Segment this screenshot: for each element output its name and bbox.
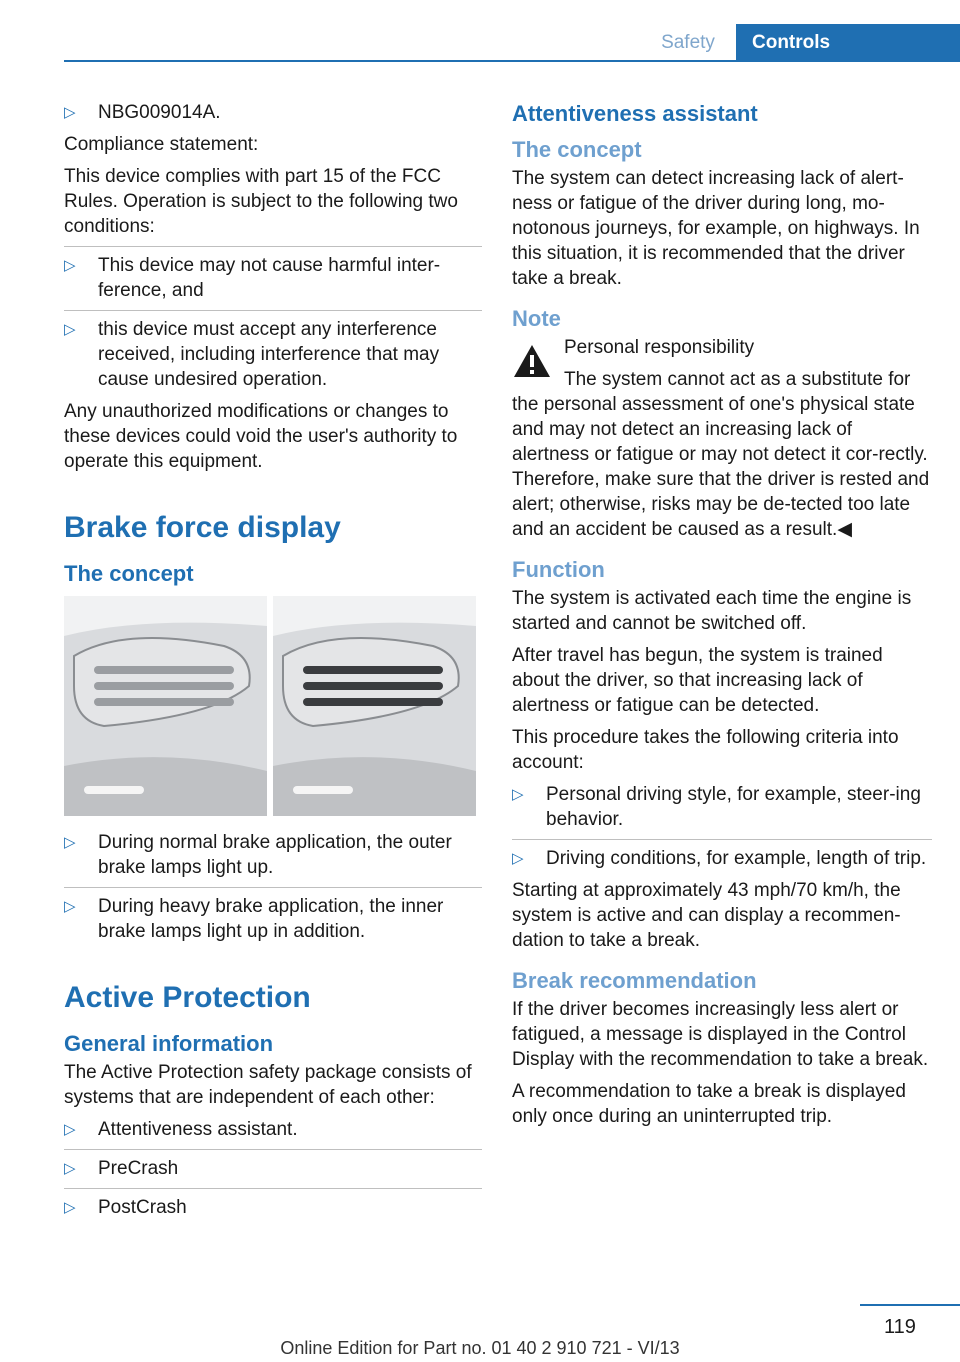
triangle-right-icon: ▷: [64, 257, 76, 274]
function-text-2: After travel has begun, the system is trained about the driver, so that increasing lack of alertness or fatigue can be detected.: [512, 645, 883, 716]
section-title-attentiveness: Attentiveness assistant: [512, 101, 758, 126]
break-text-1: If the driver becomes increasingly less alert or fatigued, a message is displayed in the Control Display with the recommendation to take a break.: [512, 999, 929, 1070]
section-title-active-protection: Active Protection: [64, 981, 311, 1014]
divider: [512, 839, 932, 840]
warning-text: The system cannot act as a substitute for the personal assessment of one's physical state and may not detect an increasing lack of alertness or fatigue or may not detect it cor‐rectly. Therefore, make sure that the driver is rested and alert; otherwise, risks may be de‐tected too late and an accident be caused as a result.◀: [512, 369, 930, 540]
warning-triangle-icon: [512, 343, 552, 379]
subheading-break-recommendation: Break recommendation: [512, 968, 757, 993]
general-text: The Active Protection safety package consists of systems that are independent of each other:: [64, 1062, 472, 1108]
list-item: ▷ PreCrash: [64, 1158, 179, 1179]
warning-note: [512, 335, 932, 542]
edition-footer: Online Edition for Part no. 01 40 2 910 721 - VI/13: [280, 1338, 680, 1358]
triangle-right-icon: ▷: [64, 1199, 76, 1216]
triangle-right-icon: ▷: [512, 786, 524, 803]
compliance-text: This device complies with part 15 of the FCC Rules. Operation is subject to the following two conditions:: [64, 166, 458, 237]
list-item: ▷ PostCrash: [64, 1197, 187, 1218]
brake-lamp-normal-photo: [64, 596, 267, 816]
list-item: ▷ NBG009014A.: [64, 102, 221, 123]
subheading-function: Function: [512, 557, 605, 582]
list-item: ▷ During normal brake application, the outer brake lamps light up.: [64, 832, 452, 878]
divider: [64, 1188, 482, 1189]
subheading-concept: The concept: [512, 137, 642, 162]
compliance-label: Compliance statement:: [64, 134, 259, 155]
brake-lamp-photos: [64, 596, 482, 816]
brake-lamp-heavy-photo: [273, 596, 476, 816]
list-item: ▷ Personal driving style, for example, steer‐ing behavior.: [512, 784, 921, 830]
divider: [64, 246, 482, 247]
subheading-concept: The concept: [64, 561, 194, 586]
subheading-note: Note: [512, 306, 561, 331]
triangle-right-icon: ▷: [64, 898, 76, 915]
right-column: [512, 100, 932, 1136]
warning-title: Personal responsibility: [564, 337, 755, 358]
break-text-2: A recommendation to take a break is displayed only once during an uninterrupted trip.: [512, 1081, 906, 1127]
triangle-right-icon: ▷: [64, 321, 76, 338]
divider: [64, 1149, 482, 1150]
left-column: [64, 100, 482, 1227]
modifications-text: Any unauthorized modifications or changes to these devices could void the user's authority to operate this equipment.: [64, 401, 458, 472]
subheading-general-information: General information: [64, 1031, 274, 1056]
list-item: ▷ Driving conditions, for example, length of trip.: [512, 848, 927, 869]
list-item: ▷ This device may not cause harmful inter‐ference, and: [64, 255, 441, 301]
list-item: ▷ During heavy brake application, the inner brake lamps light up in addition.: [64, 896, 444, 942]
concept-text: The system can detect increasing lack of alert‐ness or fatigue of the driver during long, mo‐notonous journeys, for example, on highways. In this situation, it is recommended that the driver take a break.: [512, 168, 920, 289]
tab-safety[interactable]: Safety: [661, 32, 715, 53]
divider: [64, 887, 482, 888]
divider: [64, 310, 482, 311]
footer-rule: [860, 1304, 960, 1306]
list-item: ▷ this device must accept any interference received, including interference that may cause undesired operation.: [64, 319, 440, 390]
section-title-brake: Brake force display: [64, 511, 341, 544]
triangle-right-icon: ▷: [64, 1160, 76, 1177]
triangle-right-icon: ▷: [64, 834, 76, 851]
page-number: 119: [884, 1316, 916, 1338]
tab-controls[interactable]: Controls: [736, 24, 960, 62]
list-item: ▷ Attentiveness assistant.: [64, 1119, 298, 1140]
triangle-right-icon: ▷: [64, 1121, 76, 1138]
function-text-3: This procedure takes the following criteria into account:: [512, 727, 899, 773]
triangle-right-icon: ▷: [512, 850, 524, 867]
function-text-4: Starting at approximately 43 mph/70 km/h, the system is active and can display a recommen‐dation to take a break.: [512, 880, 901, 951]
triangle-right-icon: ▷: [64, 104, 76, 121]
function-text-1: The system is activated each time the engine is started and cannot be switched off.: [512, 588, 912, 634]
